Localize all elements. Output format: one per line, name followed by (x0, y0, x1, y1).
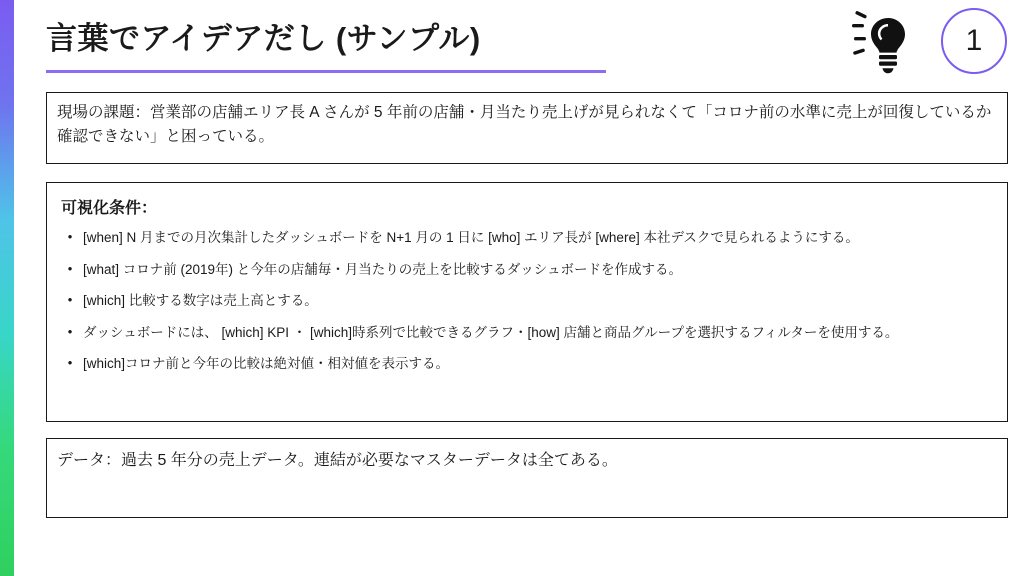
lightbulb-icon (852, 8, 924, 76)
bullet-icon: • (67, 292, 73, 308)
list-item-text: ダッシュボードには、 [which] KPI ・ [which]時系列で比較できるグラフ・[how] 店舗と商品グループを選択するフィルターを使用する。 (83, 324, 899, 340)
list-item-text: [which]コロナ前と今年の比較は絶対値・相対値を表示する。 (83, 356, 450, 372)
bullet-icon: • (67, 229, 73, 244)
data-box (46, 438, 1008, 518)
conditions-list (57, 228, 997, 374)
bullet-icon: • (67, 260, 73, 276)
problem-text: 現場の課題：営業部の店舗エリア長 A さんが 5 年前の店舗・月当たり売上げが見られなくて「コロナ前の水準に売上が回復しているか確認できない」と困っている。 (57, 104, 992, 146)
left-gradient-stripe (0, 0, 14, 576)
list-item (57, 260, 997, 280)
list-item-text: [which] 比較する数字は売上高とする。 (83, 293, 318, 309)
visualization-conditions-box (46, 182, 1008, 422)
list-item-text: [when] N 月までの月次集計したダッシュボードを N+1 月の 1 日に [who] エリア長が [where] 本社デスクで見られるようにする。 (83, 230, 859, 245)
data-text: データ：過去 5 年分の売上データ。連結が必要なマスターデータは全てある。 (57, 452, 618, 469)
list-item (57, 291, 997, 311)
problem-box (46, 92, 1008, 164)
bullet-icon: • (67, 355, 73, 371)
list-item (57, 323, 997, 343)
page-title: 言葉でアイデアだし (サンプル) (46, 21, 481, 56)
conditions-heading: 可視化条件： (61, 200, 158, 217)
title-underline (46, 70, 606, 73)
page-number: 1 (965, 24, 983, 57)
slide-header (46, 16, 646, 76)
list-item (57, 354, 997, 374)
page-number-badge (941, 8, 1007, 74)
list-item (57, 228, 997, 248)
bullet-icon: • (67, 323, 73, 339)
list-item-text: [what] コロナ前 (2019年) と今年の店舗毎・月当たりの売上を比較するダッシュボードを作成する。 (83, 261, 683, 277)
